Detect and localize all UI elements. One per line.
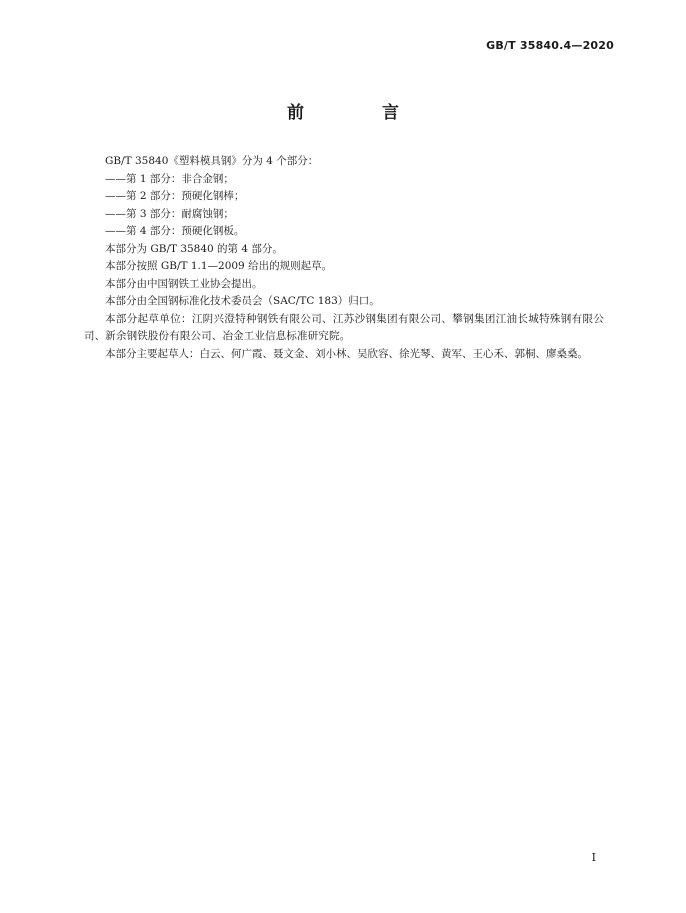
paragraph-intro: GB/T 35840《塑料模具钢》分为 4 个部分： [105, 155, 319, 167]
page-title: 前 言 [287, 103, 435, 123]
paragraph-committee: 本部分由全国钢标准化技术委员会（SAC/TC 183）归口。 [105, 295, 380, 307]
paragraph-drafting-rules: 本部分按照 GB/T 1.1—2009 给出的规则起草。 [105, 260, 333, 272]
paragraph-part-statement: 本部分为 GB/T 35840 的第 4 部分。 [105, 242, 283, 255]
paragraph-proposer: 本部分由中国钢铁工业协会提出。 [105, 277, 263, 290]
list-item-part-3: ——第 3 部分：耐腐蚀钢； [105, 207, 234, 220]
list-item-part-4: ——第 4 部分：预硬化钢板。 [105, 225, 245, 237]
standard-code: GB/T 35840.4—2020 [486, 39, 614, 52]
list-item-part-1: ——第 1 部分：非合金钢； [105, 172, 234, 185]
page-number: I [591, 851, 596, 864]
paragraph-drafters: 本部分主要起草人：白云、何广霞、聂文金、刘小林、吴欣容、徐光琴、黄军、王心禾、郭桐、廖桑桑。 [105, 347, 588, 360]
foreword-body [84, 153, 604, 363]
paragraph-drafting-units: 本部分起草单位：江阴兴澄特种钢铁有限公司、江苏沙钢集团有限公司、攀钢集团江油长城特殊钢有限公司、新余钢铁股份有限公司、冶金工业信息标准研究院。 [84, 312, 604, 342]
list-item-part-2: ——第 2 部分：预硬化钢棒； [105, 190, 245, 202]
